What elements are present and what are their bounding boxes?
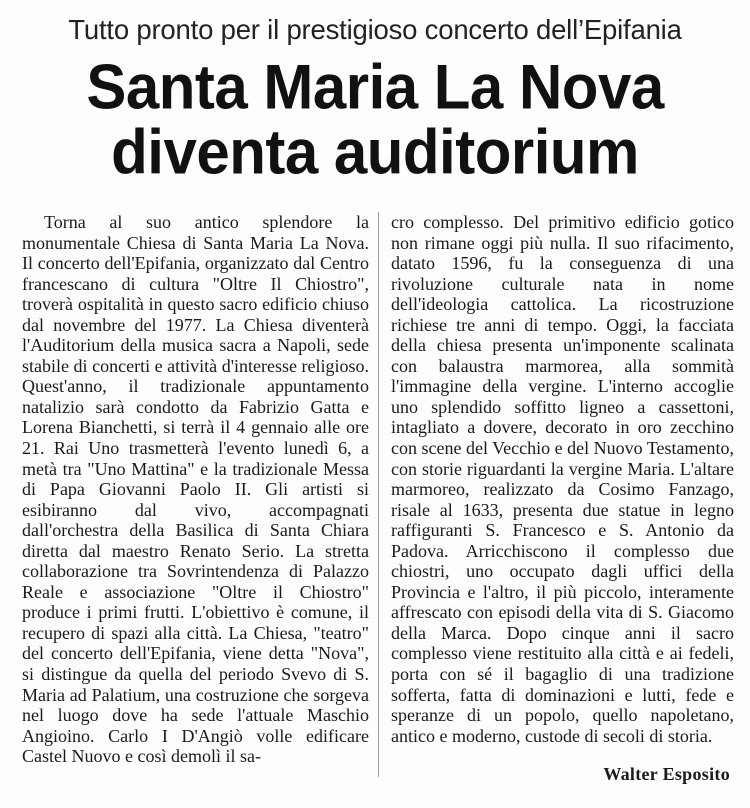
- headline-line-2: diventa auditorium: [111, 116, 639, 188]
- article-headline: [0, 51, 750, 188]
- article-kicker: Tutto pronto per il prestigioso concerto dell’Epifania: [68, 14, 682, 45]
- column-divider: [378, 212, 379, 777]
- article-column-left: Torna al suo antico splendore la monumentale Chiesa di Santa Maria La Nova. Il concerto dell'Epifania, organizzato dal Centro francescano di cultura "Oltre Il Chiostro", troverà ospitalità in questo sacro edificio chiuso dal novembre del 1977. La Chiesa diventerà l'Auditorium della musica sacra a Napoli, sede stabile di concerti e attività d'interesse religioso. Quest'anno, il tradizionale appuntamento natalizio sarà condotto da Fabrizio Gatta e Lorena Bianchetti, si terrà il 4 gennaio alle ore 21. Rai Uno trasmetterà l'evento lunedì 6, a metà tra "Uno Mattina" e la tradizionale Messa di Papa Giovanni Paolo II. Gli artisti si esibiranno dal vivo, accompagnati dall'orchestra della Basilica di Santa Chiara diretta dal maestro Renato Serio. La stretta collaborazione tra Sovrintendenza di Palazzo Reale e associazione "Oltre il Chiostro" produce i primi frutti. L'obiettivo è comune, il recupero di spazi alla città. La Chiesa, "teatro" del concerto dell'Epifania, viene detta "Nova", si distingue da quella del periodo Svevo di S. Maria ad Palatium, una costruzione che sorgeva nel luogo dove ha sede l'attuale Maschio Angioino. Carlo I D'Angiò volle edificare Castel Nuovo e così demolì il sa-: [22, 212, 369, 767]
- headline-line-1: Santa Maria La Nova: [86, 51, 664, 123]
- article-byline: Walter Esposito: [603, 764, 730, 784]
- article-column-right: cro complesso. Del primitivo edificio gotico non rimane oggi più nulla. Il suo rifacimento, datato 1596, fu la conseguenza di una rivoluzione culturale nata in nome dell'ideologia cattolica. La ricostruzione richiese tre anni di tempo. Oggi, la facciata della chiesa presenta un'imponente scalinata con balaustra marmorea, alla sommità l'immagine della vergine. L'interno accoglie uno splendido soffitto ligneo a cassettoni, intagliato a dovere, decorato in oro zecchino con scene del Vecchio e del Nuovo Testamento, con storie riguardanti la vergine Maria. L'altare marmoreo, realizzato da Cosimo Fanzago, risale al 1633, presenta due statue in legno raffiguranti S. Francesco e S. Antonio da Padova. Arricchiscono il complesso due chiostri, uno occupato dagli uffici della Provincia e l'altro, il più piccolo, interamente affrescato con episodi della vita di S. Giacomo della Marca. Dopo cinque anni il sacro complesso viene restituito alla città e ai fedeli, porta con sé il bagaglio di una tradizione sofferta, fatta di dominazioni e lutti, fede e speranze di un popolo, quello napoletano, antico e moderno, custode di secoli di storia.: [391, 212, 734, 746]
